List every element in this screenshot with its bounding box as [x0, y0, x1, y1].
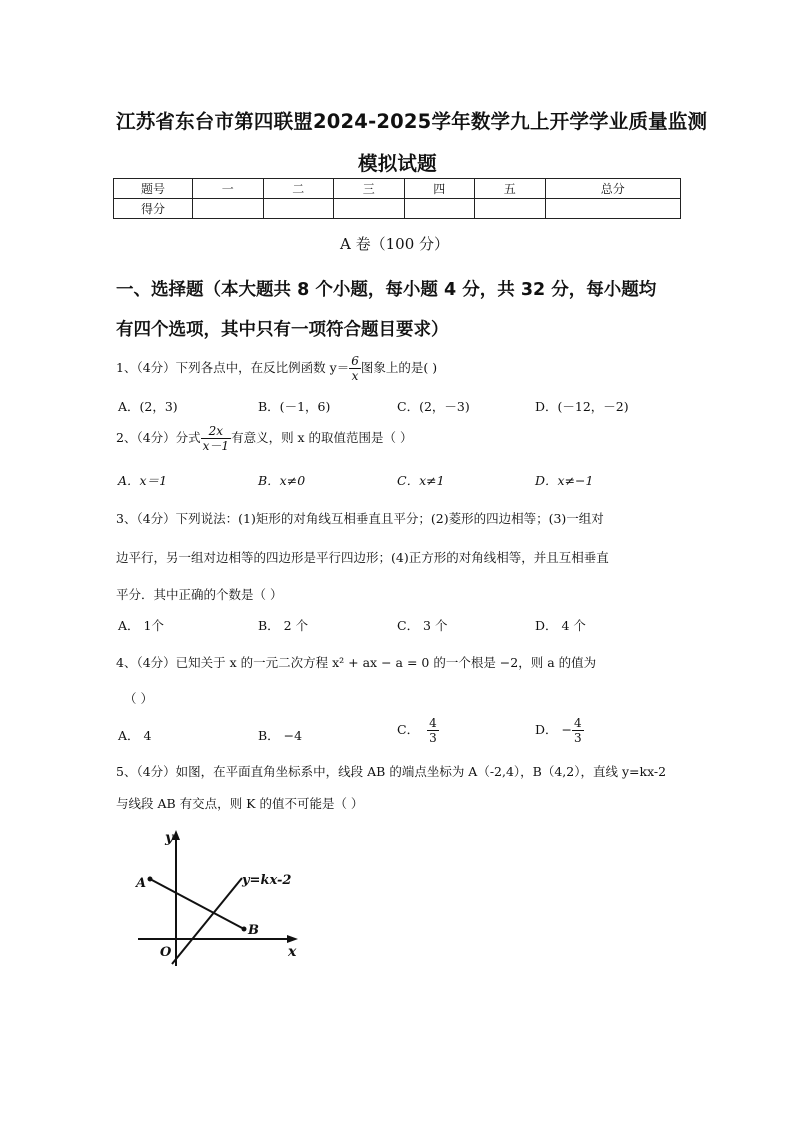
question-3-option-d: D． 4 个: [535, 618, 586, 633]
score-cell: [545, 199, 681, 219]
question-4-option-d: [535, 716, 584, 745]
question-1-option-a: A．(2，3): [118, 399, 178, 414]
question-4-option-a: A． 4: [118, 728, 152, 743]
question-3-option-b: B． 2 个: [258, 618, 309, 633]
score-cell: 总分: [545, 179, 681, 199]
point-b: [242, 927, 247, 932]
exam-title-line1: 江苏省东台市第四联盟2024-2025学年数学九上开学学业质量监测: [116, 110, 708, 133]
score-cell: [475, 199, 546, 219]
fraction-numerator: 2x: [201, 424, 231, 439]
question-4-option-d-label: D． −: [535, 722, 572, 737]
question-4-line2: （ ）: [124, 691, 153, 706]
fraction-denominator: 3: [429, 731, 437, 745]
question-4-line1: 4、（4分）已知关于 x 的一元二次方程 x² + ax − a = 0 的一个根是 −2，则 a 的值为: [116, 655, 597, 670]
question-1-option-d: D．(－12，－2): [535, 399, 629, 414]
question-4-option-c: [397, 716, 439, 745]
score-cell: [263, 199, 334, 219]
question-4-option-b: B． −4: [258, 728, 303, 743]
exam-title-line2: 模拟试题: [358, 152, 437, 175]
x-axis-arrow: [287, 935, 298, 943]
label-line-equation: y=kx-2: [242, 873, 292, 888]
score-cell: 三: [334, 179, 405, 199]
question-2-option-a: A．x＝1: [118, 473, 168, 488]
score-cell: 得分: [114, 199, 193, 219]
question-2-stem: [116, 424, 413, 453]
question-4-option-d-fraction: [572, 716, 584, 745]
question-4-option-c-fraction: [427, 716, 439, 745]
fraction-numerator: 6: [351, 354, 359, 368]
score-cell: 四: [404, 179, 475, 199]
question-3-line2: 边平行，另一组对边相等的四边形是平行四边形；(4)正方形的对角线相等，并且互相垂直: [116, 550, 609, 565]
fraction-denominator: 3: [573, 731, 582, 745]
score-cell: 五: [475, 179, 546, 199]
score-table: [113, 178, 681, 219]
question-4-option-c-label: C．: [397, 722, 420, 737]
question-3-option-a: A． 1个: [118, 618, 164, 633]
label-a: A: [136, 876, 147, 891]
section-a-heading: A 卷（100 分）: [340, 235, 449, 253]
question-1-text-before: 1、（4分）下列各点中，在反比例函数 y＝: [116, 360, 350, 375]
question-1-option-c: C．(2，－3): [397, 399, 470, 414]
question-5-figure: [130, 826, 320, 976]
question-1-stem: [116, 354, 437, 383]
question-2-text-after: 有意义，则 x 的取值范围是（ ）: [231, 430, 413, 445]
question-2-text-before: 2、（4分）分式: [116, 430, 201, 445]
question-5-line1: 5、（4分）如图，在平面直角坐标系中，线段 AB 的端点坐标为 A（-2,4），B（4,2），直线 y=kx-2: [116, 764, 667, 779]
score-cell: [334, 199, 405, 219]
question-5-line2: 与线段 AB 有交点，则 K 的值不可能是（ ）: [116, 796, 364, 811]
question-1-fraction: [349, 354, 361, 383]
label-b: B: [248, 923, 259, 938]
section1-heading-line1: 一、选择题（本大题共 8 个小题，每小题 4 分，共 32 分，每小题均: [116, 280, 657, 300]
label-o: O: [160, 945, 172, 960]
fraction-numerator: 4: [429, 716, 437, 730]
fraction-denominator: x: [351, 369, 359, 383]
score-table-score-row: [114, 199, 681, 219]
question-3-line1: 3、（4分）下列说法：(1)矩形的对角线互相垂直且平分；(2)菱形的四边相等；(3)一组对: [116, 511, 604, 526]
question-3-option-c: C． 3 个: [397, 618, 448, 633]
score-cell: [193, 199, 264, 219]
section1-heading-line2: 有四个选项，其中只有一项符合题目要求）: [116, 320, 449, 340]
question-1-option-b: B．(－1，6): [258, 399, 331, 414]
question-2-option-b: B．x≠0: [258, 473, 306, 488]
question-2-fraction: [201, 424, 231, 453]
fraction-denominator: x－1: [202, 439, 230, 453]
y-axis-arrow: [172, 830, 180, 840]
line-y-kx-2: [172, 878, 242, 964]
score-table-header-row: [114, 179, 681, 199]
question-2-option-c: C．x≠1: [397, 473, 445, 488]
label-x: x: [288, 944, 297, 960]
score-cell: 一: [193, 179, 264, 199]
fraction-numerator: 4: [573, 716, 582, 730]
score-cell: [404, 199, 475, 219]
question-3-line3: 平分．其中正确的个数是（ ）: [116, 587, 283, 602]
label-y: y: [165, 830, 174, 846]
score-cell: 二: [263, 179, 334, 199]
segment-ab: [150, 879, 244, 929]
point-a: [148, 877, 153, 882]
score-cell: 题号: [114, 179, 193, 199]
question-1-text-after: 图象上的是( ): [360, 360, 438, 375]
question-2-option-d: D．x≠−1: [535, 473, 594, 488]
